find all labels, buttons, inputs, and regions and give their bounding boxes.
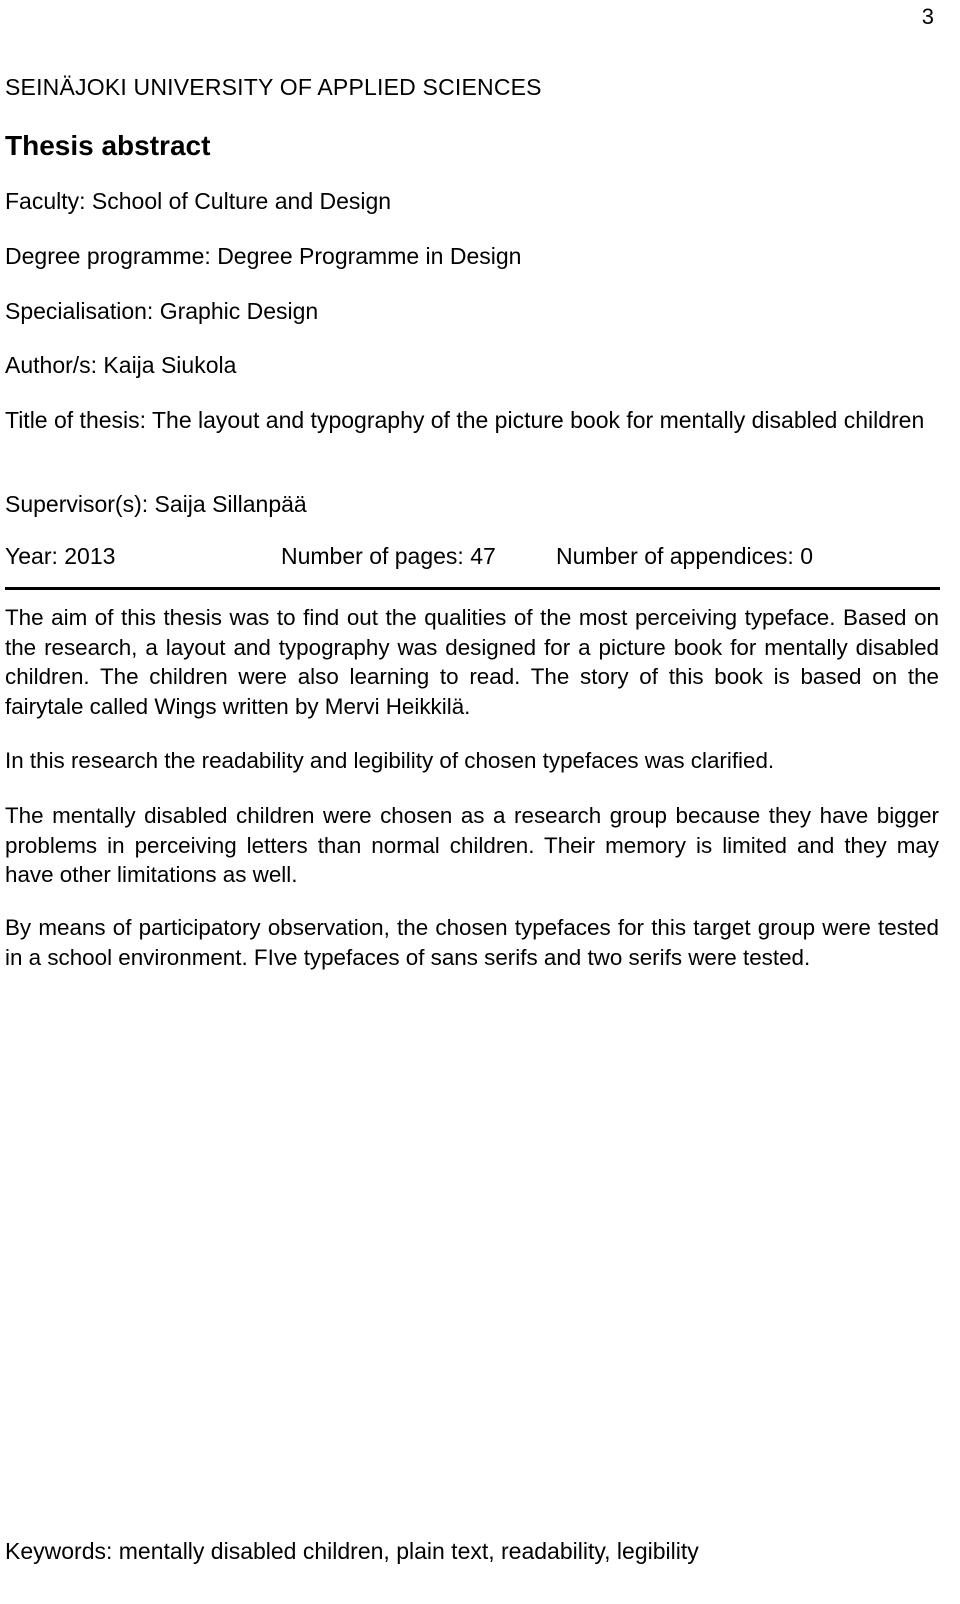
appendices-value: Number of appendices: 0 (556, 543, 813, 569)
specialisation-line: Specialisation: Graphic Design (5, 298, 319, 324)
abstract-paragraph-1: The aim of this thesis was to find out the qualities of the most perceiving typeface. Based on the research, a layout and typography was designed for a picture book for mentally disabled children. The children were also learning to read. The story of this book is based on the fairytale called Wings written by Mervi Heikkilä. (5, 605, 939, 719)
thesis-title-line: Title of thesis: The layout and typography of the picture book for mentally disabled children (5, 407, 925, 433)
degree-line: Degree programme: Degree Programme in Design (5, 243, 522, 269)
supervisor-line: Supervisor(s): Saija Sillanpää (5, 491, 307, 517)
author-line: Author/s: Kaija Siukola (5, 352, 237, 378)
faculty-line: Faculty: School of Culture and Design (5, 188, 392, 214)
abstract-paragraph-4: By means of participatory observation, the chosen typefaces for this target group were tested in a school environment. FIve typefaces of sans serifs and two serifs were tested. (5, 915, 939, 970)
abstract-paragraph-2: In this research the readability and legibility of chosen typefaces was clarified. (5, 748, 775, 773)
abstract-paragraph-3: The mentally disabled children were chosen as a research group because they have bigger problems in perceiving letters than normal children. Their memory is limited and they may have other limitations as well. (5, 803, 939, 887)
page-number: 3 (921, 4, 934, 29)
page-title: Thesis abstract (5, 130, 211, 161)
university-name: SEINÄJOKI UNIVERSITY OF APPLIED SCIENCES (5, 74, 542, 100)
year-value: Year: 2013 (5, 543, 116, 569)
keywords-line: Keywords: mentally disabled children, plain text, readability, legibility (5, 1538, 699, 1564)
pages-value: Number of pages: 47 (281, 543, 496, 569)
divider (5, 587, 940, 590)
